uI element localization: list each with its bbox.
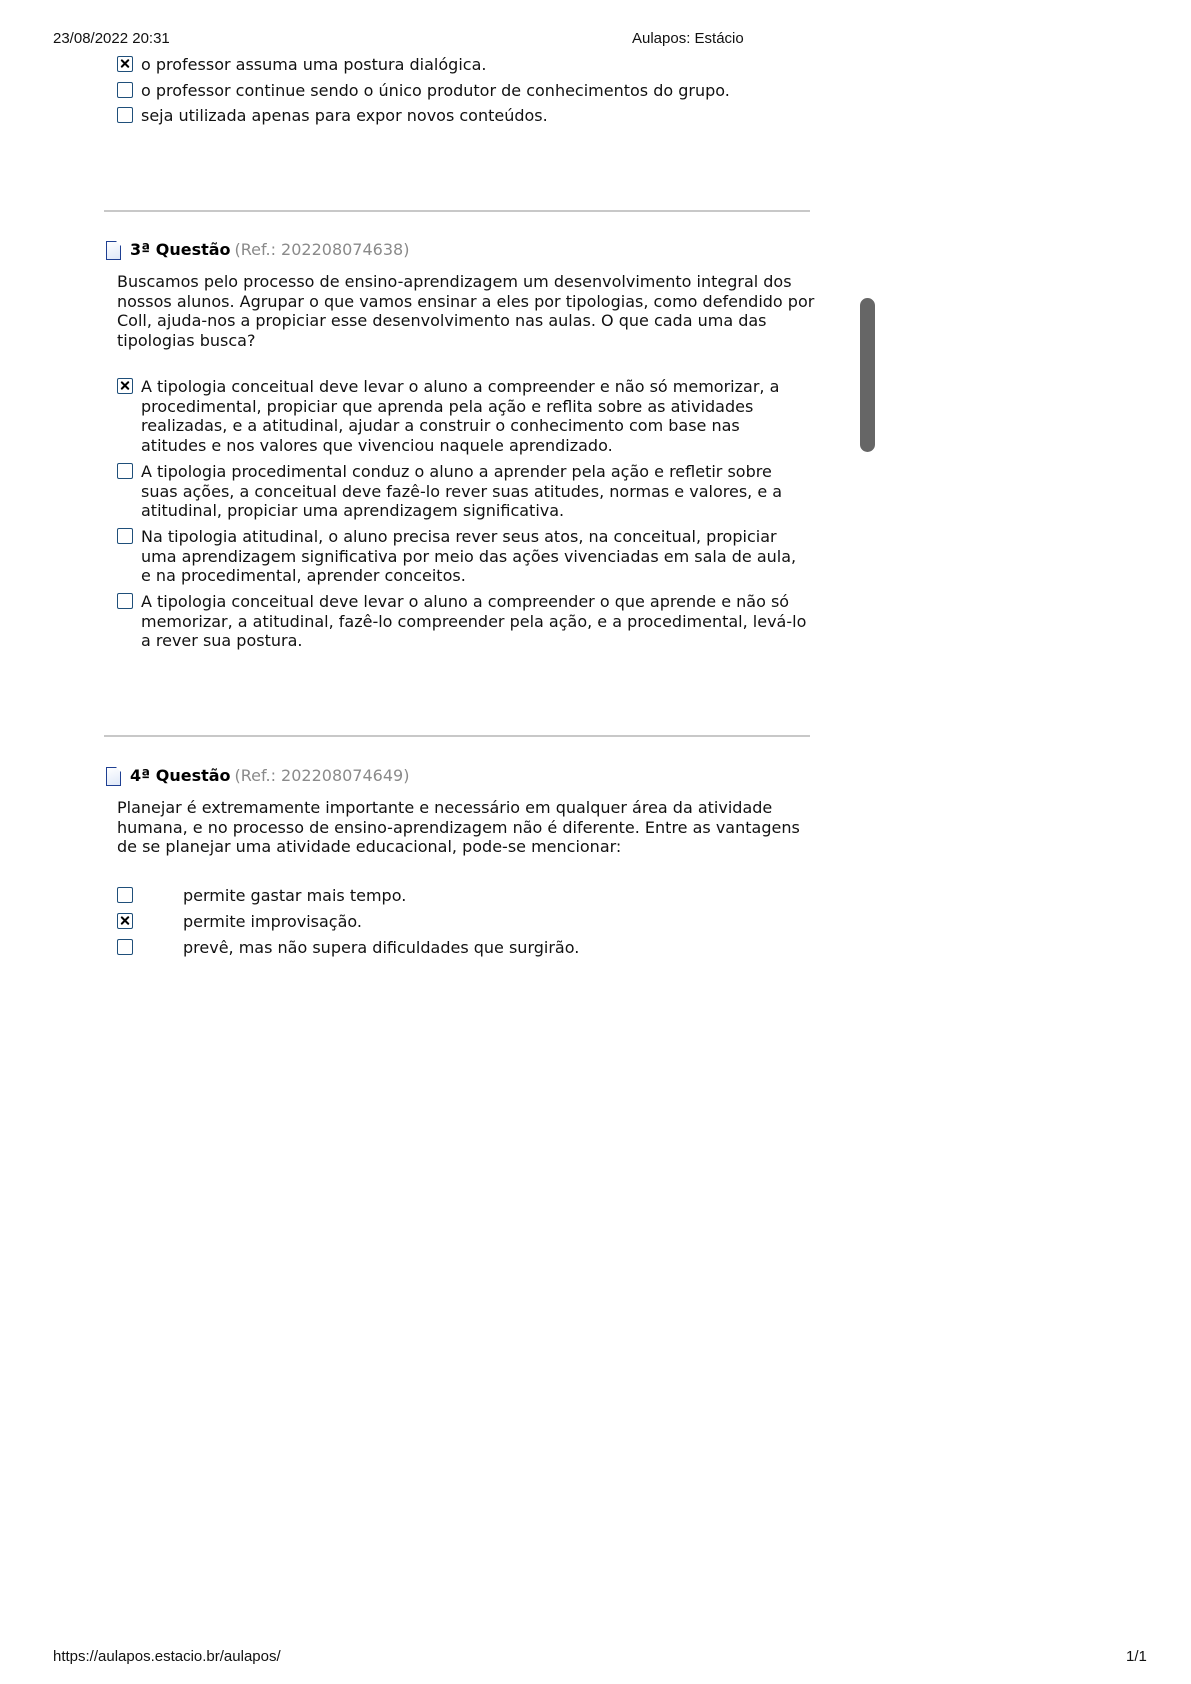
q3-ref: (Ref.: 202208074638) xyxy=(234,240,410,259)
q2-option-2[interactable] xyxy=(117,81,807,101)
scrollbar-thumb[interactable] xyxy=(860,298,875,452)
option-label: Na tipologia atitudinal, o aluno precisa rever seus atos, na conceitual, propiciar uma aprendizagem significativa por meio das ações vivenciadas em sala de aula, e na procedimental, aprender conceitos. xyxy=(141,527,797,585)
checkbox-icon[interactable] xyxy=(117,107,133,123)
option-label: permite improvisação. xyxy=(183,912,362,931)
question-separator xyxy=(104,735,810,737)
option-label: permite gastar mais tempo. xyxy=(183,886,407,905)
print-header-date: 23/08/2022 20:31 xyxy=(53,30,170,47)
document-icon xyxy=(106,767,121,786)
q3-option-1[interactable] xyxy=(117,377,807,455)
checkbox-icon[interactable] xyxy=(117,463,133,479)
q4-ref: (Ref.: 202208074649) xyxy=(234,766,410,785)
print-header-title: Aulapos: Estácio xyxy=(632,30,744,47)
option-label: seja utilizada apenas para expor novos conteúdos. xyxy=(141,106,548,125)
q4-header xyxy=(106,766,409,786)
checkbox-checked-icon[interactable] xyxy=(117,913,133,929)
q3-option-3[interactable] xyxy=(117,527,807,586)
q3-number: 3ª Questão xyxy=(130,240,231,259)
q3-option-4[interactable] xyxy=(117,592,807,651)
option-label: A tipologia conceitual deve levar o aluno a compreender o que aprende e não só memorizar, a atitudinal, fazê-lo compreender pela ação, e a procedimental, levá-lo a rever sua postura. xyxy=(141,592,807,650)
checkbox-icon[interactable] xyxy=(117,887,133,903)
q4-option-3[interactable] xyxy=(117,938,807,958)
q4-option-1[interactable] xyxy=(117,886,807,906)
option-label: o professor assuma uma postura dialógica. xyxy=(141,55,487,74)
q2-option-1[interactable] xyxy=(117,55,807,75)
q4-option-3-clip xyxy=(117,936,817,957)
question-separator xyxy=(104,210,810,212)
q4-option-2[interactable] xyxy=(117,912,807,932)
q2-option-3[interactable] xyxy=(117,106,807,126)
option-label: A tipologia conceitual deve levar o aluno a compreender e não só memorizar, a procedimental, propiciar que aprenda pela ação e reflita sobre as atividades realizadas, e a atitudinal, ajudar a construir o conhecimento com base nas atitudes e nos valores que vivenciou naquele aprendizado. xyxy=(141,377,780,455)
q4-number: 4ª Questão xyxy=(130,766,231,785)
q3-header xyxy=(106,240,409,260)
checkbox-icon[interactable] xyxy=(117,593,133,609)
option-label: o professor continue sendo o único produtor de conhecimentos do grupo. xyxy=(141,81,730,100)
q3-stem: Buscamos pelo processo de ensino-aprendizagem um desenvolvimento integral dos nossos alunos. Agrupar o que vamos ensinar a eles por tipologias, como defendido por Coll, ajuda-nos a propiciar esse desenvolvimento nas aulas. O que cada uma das tipologias busca? xyxy=(117,272,815,350)
checkbox-icon[interactable] xyxy=(117,528,133,544)
print-footer-page: 1/1 xyxy=(1126,1648,1147,1665)
q4-stem: Planejar é extremamente importante e necessário em qualquer área da atividade humana, e no processo de ensino-aprendizagem não é diferente. Entre as vantagens de se planejar uma atividade educacional, pode-se mencionar: xyxy=(117,798,800,856)
document-icon xyxy=(106,241,121,260)
checkbox-icon[interactable] xyxy=(117,939,133,955)
option-label: A tipologia procedimental conduz o aluno a aprender pela ação e refletir sobre suas ações, a conceitual deve fazê-lo rever suas atitudes, normas e valores, e a atitudinal, propiciar uma aprendizagem significativa. xyxy=(141,462,783,520)
print-footer-url: https://aulapos.estacio.br/aulapos/ xyxy=(53,1648,281,1665)
checkbox-checked-icon[interactable] xyxy=(117,56,133,72)
q3-option-2[interactable] xyxy=(117,462,807,521)
checkbox-icon[interactable] xyxy=(117,82,133,98)
checkbox-checked-icon[interactable] xyxy=(117,378,133,394)
option-label: prevê, mas não supera dificuldades que surgirão. xyxy=(183,938,580,957)
